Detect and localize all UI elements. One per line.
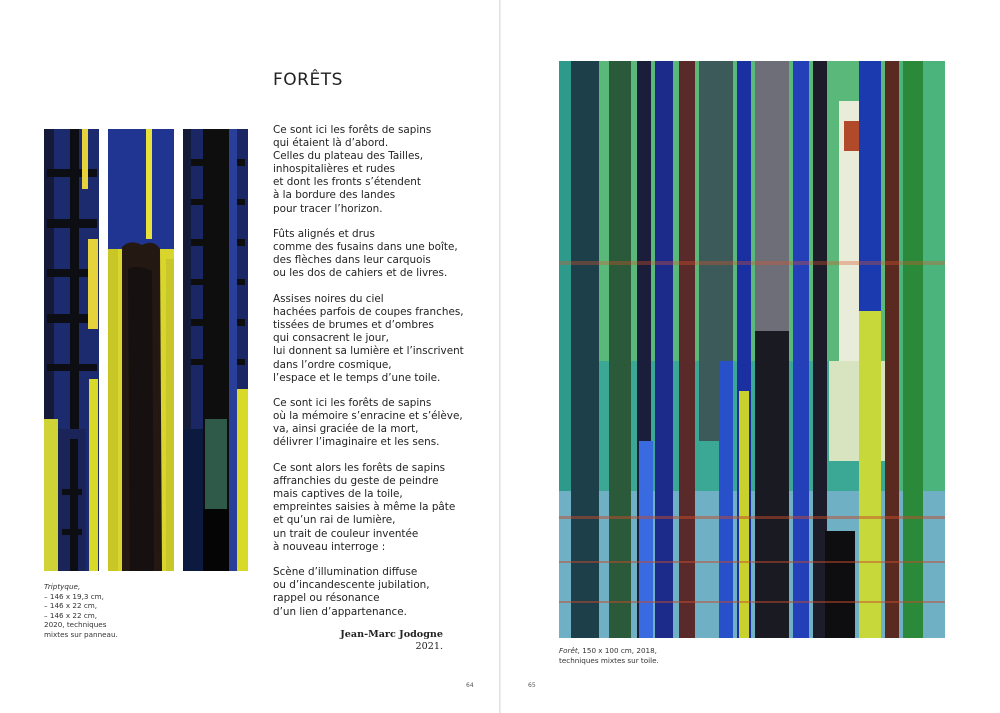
triptych-panel-2 bbox=[108, 129, 174, 571]
poem-line: lui donnent sa lumière et l’inscrivent bbox=[273, 345, 464, 358]
caption-title: Forêt, bbox=[559, 646, 581, 655]
poem-line: Celles du plateau des Tailles, bbox=[273, 150, 424, 163]
caption-line: 2020, techniques bbox=[44, 620, 107, 630]
poem-line: pour tracer l’horizon. bbox=[273, 202, 383, 215]
poem-line: des flèches dans leur carquois bbox=[273, 254, 431, 267]
page-number-left: 64 bbox=[466, 682, 474, 689]
caption-line: mixtes sur panneau. bbox=[44, 629, 118, 639]
caption-line: – 146 x 22 cm, bbox=[44, 601, 98, 611]
caption-line: – 146 x 22 cm, bbox=[44, 610, 98, 620]
poem-line: un trait de couleur inventée bbox=[273, 527, 419, 540]
painting-caption bbox=[559, 646, 659, 665]
poem-line: à la bordure des landes bbox=[273, 189, 396, 202]
left-page bbox=[0, 0, 499, 713]
signature bbox=[300, 629, 443, 653]
poem-line: l’espace et le temps d’une toile. bbox=[273, 371, 441, 384]
caption-line-2: techniques mixtes sur toile. bbox=[559, 655, 659, 665]
poem-line: Ce sont ici les forêts de sapins bbox=[273, 397, 432, 410]
poem-line: empreintes saisies à même la pâte bbox=[273, 501, 456, 514]
triptych-panel-3 bbox=[183, 129, 248, 571]
poem-line: délivrer l’imaginaire et les sens. bbox=[273, 436, 440, 449]
author-name: Jean-Marc Jodogne bbox=[340, 629, 443, 640]
poem bbox=[273, 124, 488, 631]
poem-line: comme des fusains dans une boîte, bbox=[273, 241, 458, 254]
poem-line: va, ainsi graciée de la mort, bbox=[273, 423, 419, 436]
signature-year: 2021. bbox=[415, 641, 443, 652]
poem-line: inhospitalières et rudes bbox=[273, 163, 396, 176]
poem-stanza bbox=[273, 228, 488, 280]
poem-line: à nouveau interroge : bbox=[273, 540, 386, 553]
caption-line: – 146 x 19,3 cm, bbox=[44, 591, 104, 601]
poem-stanza bbox=[273, 293, 488, 385]
painting-foret bbox=[559, 61, 945, 638]
poem-line: qui consacrent le jour, bbox=[273, 332, 389, 345]
poem-line: qui étaient là d’abord. bbox=[273, 137, 389, 150]
poem-line: Ce sont ici les forêts de sapins bbox=[273, 124, 432, 136]
poem-stanza bbox=[273, 124, 488, 216]
poem-line: Ce sont alors les forêts de sapins bbox=[273, 462, 446, 475]
poem-line: où la mémoire s’enracine et s’élève, bbox=[273, 410, 463, 423]
poem-line: mais captives de la toile, bbox=[273, 488, 403, 501]
page-title: FORÊTS bbox=[273, 70, 343, 90]
poem-line: d’un lien d’appartenance. bbox=[273, 605, 407, 618]
poem-line: affranchies du geste de peindre bbox=[273, 475, 439, 488]
caption-title: Triptyque, bbox=[44, 582, 81, 591]
poem-line: ou les dos de cahiers et de livres. bbox=[273, 267, 448, 280]
poem-line: dans l’ordre cosmique, bbox=[273, 358, 392, 371]
poem-line: Assises noires du ciel bbox=[273, 293, 384, 306]
poem-line: rappel ou résonance bbox=[273, 592, 380, 605]
poem-line: Fûts alignés et drus bbox=[273, 228, 375, 241]
triptych-caption bbox=[44, 582, 118, 640]
poem-line: et dont les fronts s’étendent bbox=[273, 176, 421, 189]
poem-stanza bbox=[273, 397, 488, 449]
poem-line: ou d’incandescente jubilation, bbox=[273, 579, 430, 592]
poem-stanza bbox=[273, 566, 488, 618]
poem-line: hachées parfois de coupes franches, bbox=[273, 306, 464, 319]
caption-line-1 bbox=[559, 646, 659, 656]
poem-line: Scène d’illumination diffuse bbox=[273, 566, 418, 579]
caption-dimensions: 150 x 100 cm, 2018, bbox=[580, 646, 657, 655]
poem-line: et qu’un rai de lumière, bbox=[273, 514, 396, 527]
poem-stanza bbox=[273, 462, 488, 554]
poem-line: tissées de brumes et d’ombres bbox=[273, 319, 434, 332]
triptych-panel-1 bbox=[44, 129, 99, 571]
page-number-right: 65 bbox=[528, 682, 536, 689]
